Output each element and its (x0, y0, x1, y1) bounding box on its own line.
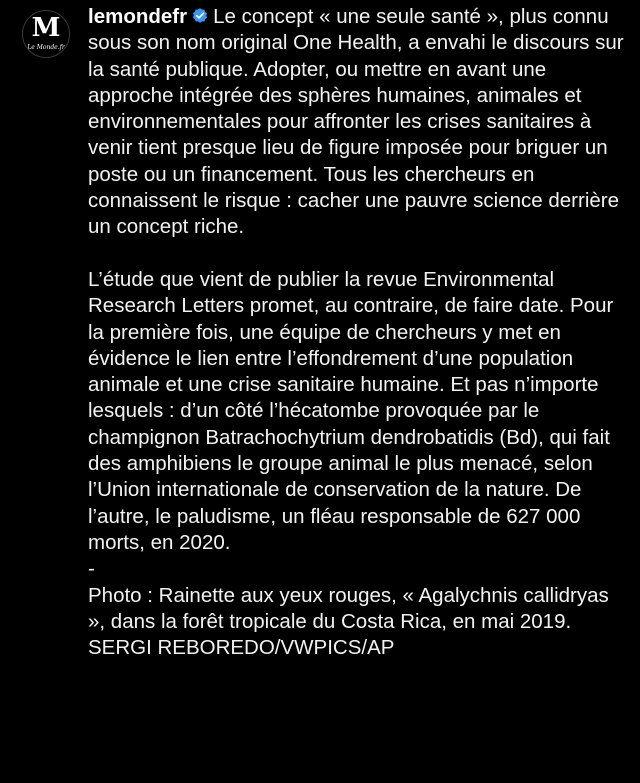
caption-text (88, 4, 628, 661)
avatar[interactable] (22, 10, 70, 58)
verified-badge-icon (191, 7, 209, 25)
caption-paragraph-2: L’étude que vient de publier la revue Environmental Research Letters promet, au contraire, de faire date. Pour la première fois, une équipe de chercheurs y met en évidence le lien entre l’effondrement d’une population animale et une crise sanitaire humaine. Et pas n’importe lesquels : d’un côté l’hécatombe provoquée par le champignon Batrachochytrium dendrobatidis (Bd), qui fait des amphibiens le groupe animal le plus menacé, selon l’Union internationale de conservation de la nature. De l’autre, le paludisme, un fléau responsable de 627 000 morts, en 2020. (88, 267, 614, 554)
photo-credit: Photo : Rainette aux yeux rouges, « Agalychnis callidryas », dans la forêt tropicale du Costa Rica, en mai 2019. SERGI REBOREDO/VWPICS/AP (88, 583, 609, 660)
caption-separator: - (88, 557, 95, 581)
avatar-subtitle: Le Monde.fr (27, 44, 65, 51)
username-link[interactable]: lemondefr (88, 5, 188, 28)
caption-paragraph-1-text: Le concept « une seule santé », plus connu sous son nom original One Health, a envahi le discours sur la santé publique. Adopter, ou mettre en avant une approche intégrée des sphères humaines, animales et environnementales pour affronter les crises sanitaires à venir tient presque lieu de figure imposée pour briguer un poste ou un financement. Tous les chercheurs en connaissent le risque : cacher une pauvre science derrière un concept riche. (88, 5, 624, 239)
paragraph-spacer (88, 241, 628, 267)
avatar-monogram: M (31, 13, 61, 43)
caption-paragraph-1 (88, 4, 628, 241)
